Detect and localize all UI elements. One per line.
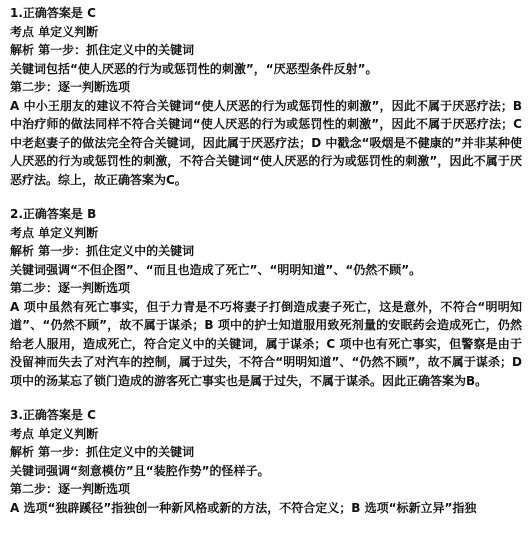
step-two-heading: 第二步：逐一判断选项 [10,281,131,295]
option-analysis: A 项中虽然有死亡事实，但于力青是不巧将妻子打倒造成妻子死亡，这是意外，不符合“明明知道”、“仍然不顾”，故不属于谋杀；B 项中的护士知道服用致死剂量的安眠药会造成死亡，仍然给老人服用，造成死亡，符合定义中的关键词，属于谋杀；C 项中也有死亡事实，但警察是由于没留神而失去了对汽车的控制，属于过失，不符合“明明知道”、“仍然不顾”，故不属于谋杀；D 项中的汤某忘了锁门造成的游客死亡事实也是属于过失，不属于谋杀。因此正确答案为B。 [10,299,522,388]
exam-point: 考点 单定义判断 [10,426,99,441]
question-1-explanation [10,4,522,189]
step-one-heading: 解析 第一步：抓住定义中的关键词 [10,445,195,459]
keywords-line: 关键词强调“不但企图”、“而且也造成了死亡”、“明明知道”、“仍然不顾”。 [10,262,422,277]
option-analysis: A 选项“独辟蹊径”指独创一种新风格或新的方法，不符合定义；B 选项“标新立异”指独 [10,500,477,515]
answer-title: 3.正确答案是 C [10,408,96,422]
step-two-heading: 第二步：逐一判断选项 [10,80,131,94]
question-2-explanation [10,205,522,390]
answer-title: 2.正确答案是 B [10,207,97,221]
question-3-explanation [10,406,522,517]
option-analysis: A 中小王朋友的建议不符合关键词“使人厌恶的行为或惩罚性的刺激”，因此不属于厌恶疗法；B 中治疗师的做法同样不符合关键词“使人厌恶的行为或惩罚性的刺激”，因此不属于厌恶疗法；C 中老赵妻子的做法完全符合关键词，因此属于厌恶疗法；D 中戳念“吸烟是不健康的”并非某种使人厌恶的行为或惩罚性的刺激，不符合关键词“使人厌恶的行为或惩罚性的刺激”，因此不属于厌恶疗法。综上，故正确答案为C。 [10,98,522,187]
keywords-line: 关键词包括“使人厌恶的行为或惩罚性的刺激”，“厌恶型条件反射”。 [10,61,378,76]
step-one-heading: 解析 第一步：抓住定义中的关键词 [10,43,195,57]
keywords-line: 关键词强调“刻意模仿”且“装腔作势”的怪样子。 [10,463,270,478]
exam-point: 考点 单定义判断 [10,24,99,39]
step-one-heading: 解析 第一步：抓住定义中的关键词 [10,244,195,258]
exam-point: 考点 单定义判断 [10,225,99,240]
answer-title: 1.正确答案是 C [10,6,96,20]
step-two-heading: 第二步：逐一判断选项 [10,482,131,496]
